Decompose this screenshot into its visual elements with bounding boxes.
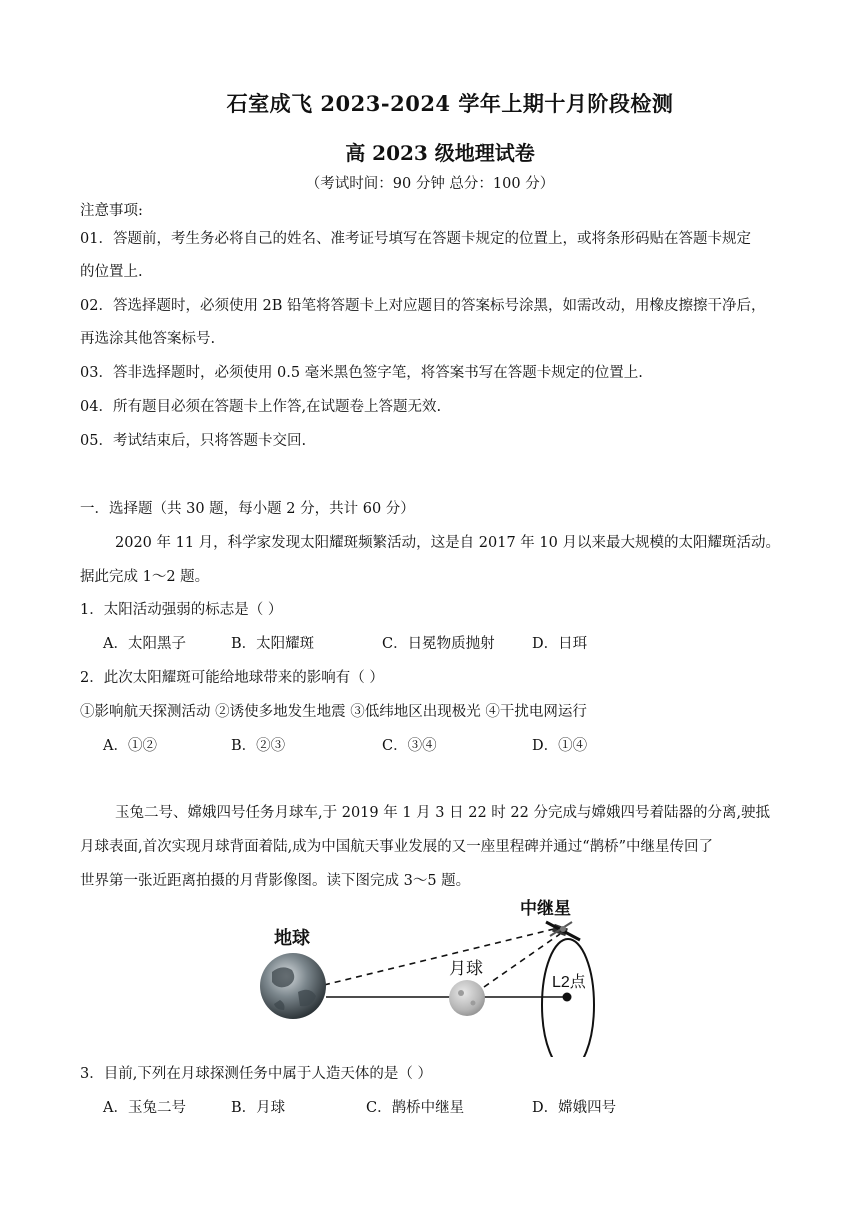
notice-item: 04．所有题目必须在答题卡上作答,在试题卷上答题无效. bbox=[80, 399, 442, 415]
passage-line: 世界第一张近距离拍摄的月背影像图。读下图完成 3～5 题。 bbox=[80, 873, 471, 889]
relay-satellite-icon bbox=[546, 922, 580, 940]
passage-line: 月球表面,首次实现月球背面着陆,成为中国航天事业发展的又一座里程碑并通过“鹊桥”中继星传回了 bbox=[80, 839, 714, 855]
passage-line: 玉兔二号、嫦娥四号任务月球车,于 2019 年 1 月 3 日 22 时 22 分完成与嫦娥四号着陆器的分离,驶抵 bbox=[115, 805, 771, 821]
section-heading: 一．选择题（共 30 题，每小题 2 分，共计 60 分） bbox=[80, 501, 415, 517]
earth-relay-dashed-line bbox=[324, 928, 558, 985]
page-subtitle: 高 2023 级地理试卷 bbox=[345, 141, 535, 165]
notice-item: 03．答非选择题时，必须使用 0.5 毫米黑色签字笔，将答案书写在答题卡规定的位置上. bbox=[80, 365, 643, 381]
moon-crater bbox=[471, 1001, 476, 1006]
moon-graphic bbox=[449, 980, 485, 1016]
notice-item: 02．答选择题时，必须使用 2B 铅笔将答题卡上对应题目的答案标号涂黑，如需改动，用橡皮擦擦干净后， bbox=[80, 298, 766, 314]
earth-label: 地球 bbox=[274, 928, 310, 948]
question-2-option-c: C．③④ bbox=[382, 738, 437, 754]
question-2-option-a: A．①② bbox=[103, 738, 157, 754]
relay-label: 中继星 bbox=[520, 899, 571, 918]
question-2-option-b: B．②③ bbox=[231, 738, 286, 754]
question-3-option-b: B．月球 bbox=[231, 1100, 286, 1116]
earth-moon-relay-diagram bbox=[250, 892, 610, 1057]
earth-graphic bbox=[260, 953, 326, 1019]
moon-crater bbox=[458, 990, 464, 996]
moon-label: 月球 bbox=[449, 959, 483, 978]
passage-line: 据此完成 1～2 题。 bbox=[80, 569, 210, 585]
question-1-option-a: A．太阳黑子 bbox=[103, 636, 186, 652]
question-3-option-a: A．玉兔二号 bbox=[103, 1100, 186, 1116]
question-2-statements: ①影响航天探测活动 ②诱使多地发生地震 ③低纬地区出现极光 ④干扰电网运行 bbox=[80, 704, 587, 720]
question-1-stem: 1．太阳活动强弱的标志是（ ） bbox=[80, 602, 283, 618]
notice-item: 的位置上. bbox=[80, 264, 143, 280]
question-3-stem: 3．目前,下列在月球探测任务中属于人造天体的是（ ） bbox=[80, 1066, 432, 1082]
diagram-svg bbox=[250, 892, 610, 1057]
question-2-option-d: D．①④ bbox=[532, 738, 588, 754]
question-2-stem: 2．此次太阳耀斑可能给地球带来的影响有（ ） bbox=[80, 670, 384, 686]
notice-item: 再选涂其他答案标号. bbox=[80, 331, 216, 347]
l2-label: L2点 bbox=[552, 974, 586, 991]
question-3-option-d: D．嫦娥四号 bbox=[532, 1100, 617, 1116]
passage-line: 2020 年 11 月，科学家发现太阳耀斑频繁活动，这是自 2017 年 10 月以来最大规模的太阳耀斑活动。 bbox=[115, 535, 780, 551]
l2-point-marker bbox=[563, 993, 572, 1002]
notice-heading: 注意事项: bbox=[80, 203, 143, 219]
notice-item: 05．考试结束后，只将答题卡交回. bbox=[80, 433, 307, 449]
exam-meta: （考试时间：90 分钟 总分：100 分） bbox=[305, 176, 555, 192]
question-1-option-b: B．太阳耀斑 bbox=[231, 636, 315, 652]
question-1-option-d: D．日珥 bbox=[532, 636, 588, 652]
question-3-option-c: C．鹊桥中继星 bbox=[366, 1100, 465, 1116]
page-title: 石室成飞 2023-2024 学年上期十月阶段检测 bbox=[226, 91, 674, 116]
notice-item: 01．答题前，考生务必将自己的姓名、准考证号填写在答题卡规定的位置上，或将条形码贴在答题卡规定 bbox=[80, 231, 751, 247]
question-1-option-c: C．日冕物质抛射 bbox=[382, 636, 495, 652]
